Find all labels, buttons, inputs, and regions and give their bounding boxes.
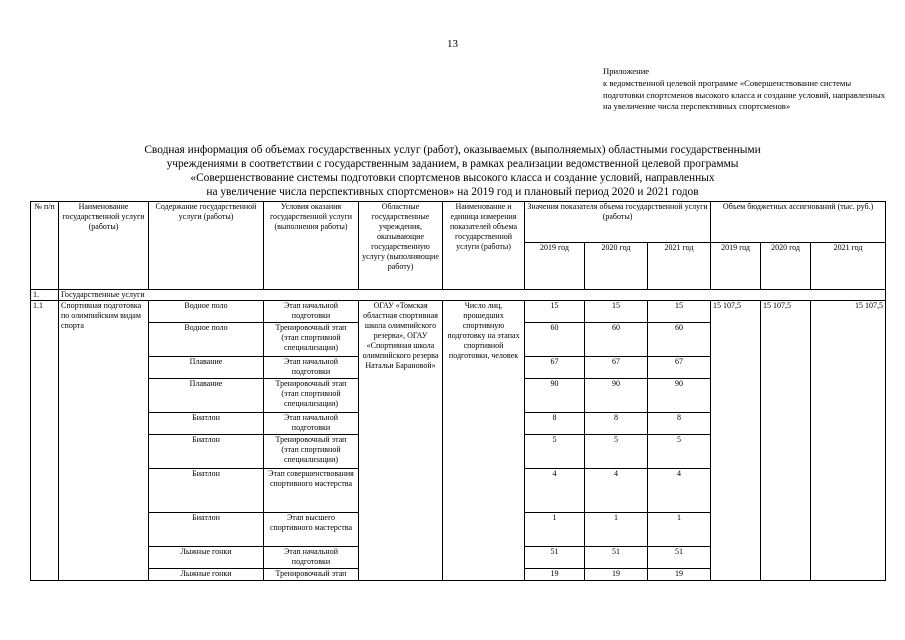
item-indicator: Число лиц, прошедших спортивную подготовку на этапах спортивной подготовки, человек bbox=[443, 301, 525, 581]
condition-cell: Этап высшего спортивного мастерства bbox=[264, 513, 359, 547]
col-header-budget: Объем бюджетных ассигнований (тыс. руб.) bbox=[711, 202, 886, 243]
budget-2019: 15 107,5 bbox=[711, 301, 761, 581]
header-row bbox=[31, 202, 886, 243]
value-2021: 60 bbox=[648, 323, 711, 357]
value-2020: 8 bbox=[585, 413, 648, 435]
value-2021: 90 bbox=[648, 379, 711, 413]
col-header-num: № п/п bbox=[31, 202, 59, 290]
content-cell: Лыжные гонки bbox=[149, 547, 264, 569]
year-header: 2021 год bbox=[811, 243, 886, 290]
value-2020: 5 bbox=[585, 435, 648, 469]
value-2021: 8 bbox=[648, 413, 711, 435]
item-service-name: Спортивная подготовка по олимпийским видам спорта bbox=[59, 301, 149, 581]
content-cell: Биатлон bbox=[149, 435, 264, 469]
content-cell: Водное поло bbox=[149, 323, 264, 357]
value-2019: 15 bbox=[525, 301, 585, 323]
content-cell: Водное поло bbox=[149, 301, 264, 323]
year-header: 2020 год bbox=[761, 243, 811, 290]
value-2019: 19 bbox=[525, 569, 585, 581]
condition-cell: Тренировочный этап (этап спортивной специализации) bbox=[264, 435, 359, 469]
section-title: Государственные услуги bbox=[59, 290, 886, 301]
page-number: 13 bbox=[447, 38, 458, 50]
value-2020: 67 bbox=[585, 357, 648, 379]
col-header-conditions: Условия оказания государственной услуги (выполнения работы) bbox=[264, 202, 359, 290]
value-2019: 51 bbox=[525, 547, 585, 569]
item-institution: ОГАУ «Томская областная спортивная школа олимпийского резерва», ОГАУ «Спортивная школа олимпийского резерва Натальи Барановой» bbox=[359, 301, 443, 581]
condition-cell: Этап начальной подготовки bbox=[264, 301, 359, 323]
content-cell: Биатлон bbox=[149, 413, 264, 435]
value-2019: 90 bbox=[525, 379, 585, 413]
condition-cell: Этап начальной подготовки bbox=[264, 357, 359, 379]
section-num: 1. bbox=[31, 290, 59, 301]
value-2020: 4 bbox=[585, 469, 648, 513]
value-2020: 60 bbox=[585, 323, 648, 357]
year-header: 2021 год bbox=[648, 243, 711, 290]
budget-2020: 15 107,5 bbox=[761, 301, 811, 581]
content-cell: Биатлон bbox=[149, 469, 264, 513]
title-line: «Совершенствование системы подготовки спортсменов высокого класса и создание условий, направленных bbox=[190, 172, 715, 185]
value-2021: 67 bbox=[648, 357, 711, 379]
condition-cell: Тренировочный этап (этап спортивной специализации) bbox=[264, 323, 359, 357]
value-2019: 5 bbox=[525, 435, 585, 469]
year-header: 2019 год bbox=[525, 243, 585, 290]
year-header: 2019 год bbox=[711, 243, 761, 290]
condition-cell: Этап совершенствования спортивного мастерства bbox=[264, 469, 359, 513]
content-cell: Плавание bbox=[149, 357, 264, 379]
condition-cell: Этап начальной подготовки bbox=[264, 413, 359, 435]
col-header-institutions: Областные государственные учреждения, оказывающие государственную услугу (выполняющие работу) bbox=[359, 202, 443, 290]
year-header: 2020 год bbox=[585, 243, 648, 290]
col-header-service: Наименование государственной услуги (работы) bbox=[59, 202, 149, 290]
title-line: Сводная информация об объемах государственных услуг (работ), оказываемых (выполняемых) областными государственными bbox=[144, 144, 761, 156]
section-row bbox=[31, 290, 886, 301]
value-2021: 19 bbox=[648, 569, 711, 581]
table-row bbox=[31, 301, 886, 323]
value-2019: 67 bbox=[525, 357, 585, 379]
title-line: учреждениями в соответствии с государственным заданием, в рамках реализации ведомственной целевой программы bbox=[166, 158, 739, 171]
condition-cell: Тренировочный этап (этап спортивной специализации) bbox=[264, 379, 359, 413]
value-2020: 90 bbox=[585, 379, 648, 413]
appendix-note bbox=[603, 66, 893, 113]
value-2021: 4 bbox=[648, 469, 711, 513]
appendix-label: Приложение bbox=[603, 66, 650, 76]
condition-cell: Этап начальной подготовки bbox=[264, 547, 359, 569]
value-2021: 5 bbox=[648, 435, 711, 469]
value-2021: 15 bbox=[648, 301, 711, 323]
appendix-text: к ведомственной целевой программе «Совершенствование системы подготовки спортсменов высокого класса и создание условий, направленных на увеличение числа перспективных спортсменов» bbox=[603, 77, 886, 112]
value-2020: 19 bbox=[585, 569, 648, 581]
title-line: на увеличение числа перспективных спортсменов» на 2019 год и плановый период 2020 и 2021 годов bbox=[206, 186, 699, 199]
col-header-indicator: Наименование и единица измерения показателей объема государственной услуги (работы) bbox=[443, 202, 525, 290]
col-header-volume: Значения показателя объема государственной услуги (работы) bbox=[525, 202, 711, 243]
value-2021: 1 bbox=[648, 513, 711, 547]
value-2019: 1 bbox=[525, 513, 585, 547]
value-2020: 15 bbox=[585, 301, 648, 323]
value-2020: 51 bbox=[585, 547, 648, 569]
content-cell: Биатлон bbox=[149, 513, 264, 547]
item-num: 1.1 bbox=[31, 301, 59, 581]
content-cell: Лыжные гонки bbox=[149, 569, 264, 581]
value-2021: 51 bbox=[648, 547, 711, 569]
value-2019: 8 bbox=[525, 413, 585, 435]
condition-cell: Тренировочный этап bbox=[264, 569, 359, 581]
document-title bbox=[60, 143, 845, 199]
value-2019: 4 bbox=[525, 469, 585, 513]
value-2020: 1 bbox=[585, 513, 648, 547]
services-table bbox=[30, 201, 886, 581]
content-cell: Плавание bbox=[149, 379, 264, 413]
budget-2021: 15 107,5 bbox=[811, 301, 886, 581]
value-2019: 60 bbox=[525, 323, 585, 357]
col-header-content: Содержание государственной услуги (работы) bbox=[149, 202, 264, 290]
